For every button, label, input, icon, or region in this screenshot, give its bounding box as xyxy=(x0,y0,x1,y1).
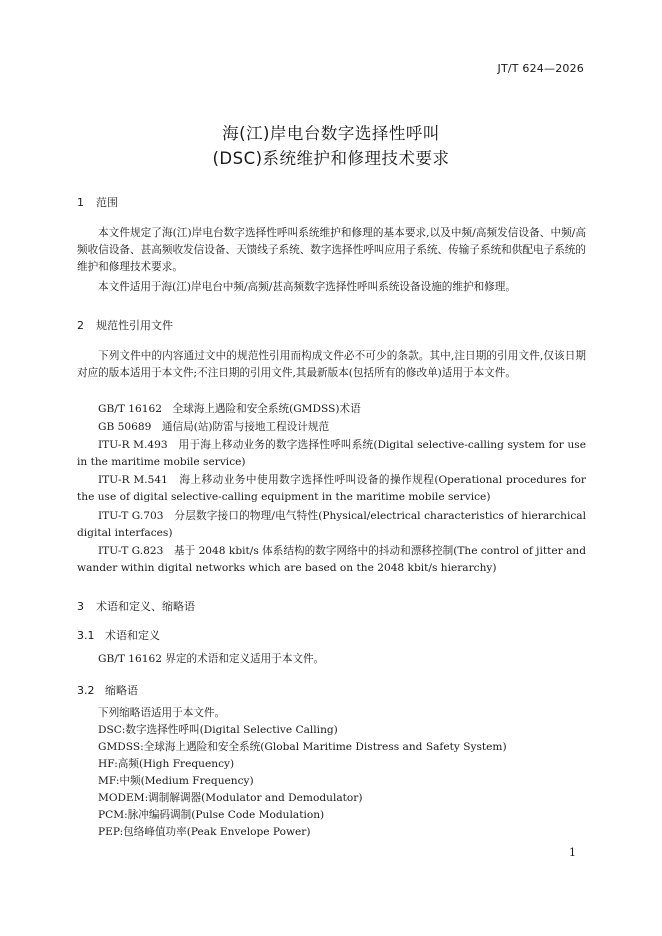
section-title: 规范性引用文件 xyxy=(96,319,173,332)
reference-item: ITU-T G.703 分层数字接口的物理/电气特性(Physical/electrical characteristics of hierarchical digital interfaces) xyxy=(77,510,586,539)
abbreviations-intro: 下列缩略语适用于本文件。 xyxy=(98,707,226,719)
section-2-heading xyxy=(77,317,173,333)
subsection-title: 术语和定义 xyxy=(105,629,160,642)
subsection-3-1-heading xyxy=(77,627,160,643)
abbreviation-item: MODEM:调制解调器(Modulator and Demodulator) xyxy=(98,792,363,804)
terms-definition-text: GB/T 16162 界定的术语和定义适用于本文件。 xyxy=(98,653,325,665)
page-number: 1 xyxy=(569,846,576,859)
abbreviation-item: MF:中频(Medium Frequency) xyxy=(98,775,254,787)
scope-paragraph-2: 本文件适用于海(江)岸电台中频/高频/甚高频数字选择性呼叫系统设备设施的维护和修理。 xyxy=(98,281,516,293)
reference-item: ITU-R M.541 海上移动业务中使用数字选择性呼叫设备的操作规程(Operational procedures for the use of digital selective-calling equipment in the maritime mobile service) xyxy=(77,474,586,503)
subsection-number: 3.1 xyxy=(77,629,95,642)
reference-item: ITU-T G.823 基于 2048 kbit/s 体系结构的数字网络中的抖动和漂移控制(The control of jitter and wander within digital networks which are based on the 2048 kbit/s hierarchy) xyxy=(77,545,586,574)
abbreviation-item: GMDSS:全球海上遇险和安全系统(Global Maritime Distress and Safety System) xyxy=(98,741,507,753)
subsection-3-2-heading xyxy=(77,682,138,698)
references-intro: 下列文件中的内容通过文中的规范性引用而构成文件必不可少的条款。其中,注日期的引用文件,仅该日期对应的版本适用于本文件;不注日期的引用文件,其最新版本(包括所有的修改单)适用于本文件。 xyxy=(77,350,586,379)
abbreviation-item: PEP:包络峰值功率(Peak Envelope Power) xyxy=(98,826,311,838)
section-number: 3 xyxy=(77,600,84,613)
section-1-heading xyxy=(77,194,118,210)
section-3-heading xyxy=(77,598,195,614)
scope-paragraph-1: 本文件规定了海(江)岸电台数字选择性呼叫系统维护和修理的基本要求,以及中频/高频发信设备、中频/高频收信设备、甚高频收发信设备、天馈线子系统、数字选择性呼叫应用子系统、传输子系统和供配电子系统的维护和修理技术要求。 xyxy=(77,227,586,273)
subsection-number: 3.2 xyxy=(77,684,95,697)
section-title: 术语和定义、缩略语 xyxy=(96,600,195,613)
document-title-line-1: 海(江)岸电台数字选择性呼叫 xyxy=(222,124,440,143)
reference-item: GB/T 16162 全球海上遇险和安全系统(GMDSS)术语 xyxy=(98,403,361,415)
reference-item: ITU-R M.493 用于海上移动业务的数字选择性呼叫系统(Digital selective-calling system for use in the maritime mobile service) xyxy=(77,439,586,468)
section-number: 2 xyxy=(77,319,84,332)
section-number: 1 xyxy=(77,196,84,209)
subsection-title: 缩略语 xyxy=(105,684,138,697)
abbreviation-item: HF:高频(High Frequency) xyxy=(98,758,235,770)
document-title-line-2: (DSC)系统维护和修理技术要求 xyxy=(212,149,450,168)
abbreviation-item: DSC:数字选择性呼叫(Digital Selective Calling) xyxy=(98,724,338,736)
standard-code: JT/T 624—2026 xyxy=(497,62,584,75)
reference-item: GB 50689 通信局(站)防雷与接地工程设计规范 xyxy=(98,421,330,433)
abbreviation-item: PCM:脉冲编码调制(Pulse Code Modulation) xyxy=(98,809,325,821)
section-title: 范围 xyxy=(96,196,118,209)
